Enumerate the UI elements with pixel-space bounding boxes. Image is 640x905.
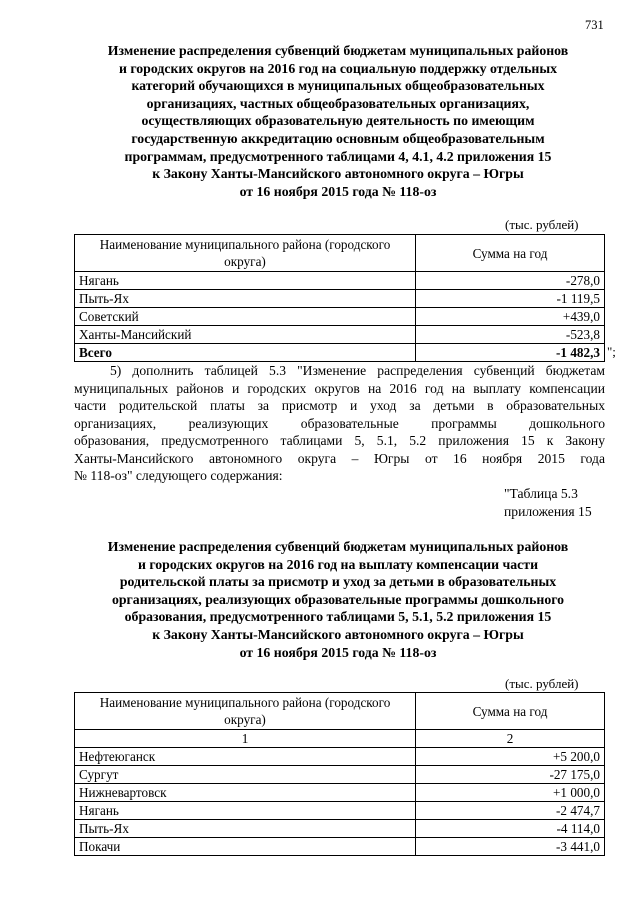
colnum-2: 2: [416, 730, 605, 748]
header-name: Наименование муниципального района (городского округа): [75, 693, 416, 730]
table-row: [75, 308, 605, 326]
heading-line: от 16 ноября 2015 года № 118-оз: [239, 644, 437, 660]
header-sum: Сумма на год: [416, 235, 605, 272]
unit-label: (тыс. рублей): [505, 217, 579, 232]
paragraph-line: муниципальных районов и городских округов на 2016 год на выплату компенсации: [74, 380, 605, 396]
row-value: +439,0: [416, 308, 605, 326]
row-name: Пыть-Ях: [75, 290, 416, 308]
heading-line: родительской платы за присмотр и уход за детьми в образовательных: [119, 574, 557, 590]
table-subventions-1: [74, 234, 605, 362]
row-value: -1 119,5: [416, 290, 605, 308]
table-header-row: [75, 235, 605, 272]
heading-line: категорий обучающихся в муниципальных общеобразовательных: [131, 78, 545, 94]
paragraph-line: образования, предусмотренного таблицами 5, 5.1, 5.2 приложения 15 к Закону: [74, 433, 605, 448]
table-row: [75, 784, 605, 802]
heading-line: организациях, частных общеобразовательных организациях,: [146, 95, 530, 111]
page-number: 731: [585, 18, 604, 32]
row-name: Нижневартовск: [75, 784, 416, 802]
heading-table-5-2: [70, 42, 606, 200]
paragraph-line: Ханты-Мансийского автономного округа – Югры от 16 ноября 2015 года: [74, 450, 605, 466]
row-value: -278,0: [416, 272, 605, 290]
row-name: Пыть-Ях: [75, 820, 416, 838]
colnum-1: 1: [75, 730, 416, 748]
row-name: Покачи: [75, 838, 416, 856]
row-name: Нягань: [75, 272, 416, 290]
row-name: Ханты-Мансийский: [75, 326, 416, 344]
heading-line: к Закону Ханты-Мансийского автономного округа – Югры: [152, 626, 524, 642]
paragraph-line: № 118-оз" следующего содержания:: [74, 468, 283, 483]
row-name: Нефтеюганск: [75, 748, 416, 766]
table-row: [75, 838, 605, 856]
row-value: +5 200,0: [416, 748, 605, 766]
amendment-paragraph: [74, 362, 605, 485]
paragraph-line: части родительской платы за присмотр и уход за детьми в образовательных: [74, 398, 605, 413]
heading-line: к Закону Ханты-Мансийского автономного округа – Югры: [152, 166, 524, 182]
table-row: [75, 748, 605, 766]
caption-line: "Таблица 5.3: [504, 486, 578, 501]
caption-line: приложения 15: [504, 503, 592, 519]
heading-line: и городских округов на 2016 год на выплату компенсации части: [137, 556, 539, 572]
table-colnum-row: [75, 730, 605, 748]
heading-line: Изменение распределения субвенций бюджетам муниципальных районов: [107, 539, 569, 554]
table-row: [75, 326, 605, 344]
row-name: Сургут: [75, 766, 416, 784]
table-row: [75, 820, 605, 838]
heading-line: осуществляющих образовательную деятельность по имеющим: [141, 113, 535, 129]
unit-label: (тыс. рублей): [505, 676, 579, 691]
heading-table-5-3: [70, 538, 606, 661]
heading-line: организациях, реализующих образовательные программы дошкольного: [111, 591, 565, 607]
table-row: [75, 272, 605, 290]
heading-line: образования, предусмотренного таблицами 5, 5.1, 5.2 приложения 15: [124, 609, 552, 625]
row-name: Советский: [75, 308, 416, 326]
row-value: -523,8: [416, 326, 605, 344]
header-sum: Сумма на год: [416, 693, 605, 730]
heading-line: от 16 ноября 2015 года № 118-оз: [239, 183, 437, 199]
row-name: Нягань: [75, 802, 416, 820]
table-caption: [504, 485, 592, 520]
table-total-row: [75, 344, 605, 362]
row-value: -2 474,7: [416, 802, 605, 820]
paragraph-line: организациях, реализующих образовательные программы дошкольного: [74, 415, 605, 431]
total-value: -1 482,3: [416, 344, 605, 362]
row-value: -3 441,0: [416, 838, 605, 856]
table-row: [75, 290, 605, 308]
row-value: -27 175,0: [416, 766, 605, 784]
table-row: [75, 802, 605, 820]
paragraph-line: 5) дополнить таблицей 5.3 "Изменение распределения субвенций бюджетам: [110, 363, 605, 378]
table-row: [75, 766, 605, 784]
heading-line: и городских округов на 2016 год на социальную поддержку отдельных: [118, 60, 558, 76]
header-name: Наименование муниципального района (городского округа): [75, 235, 416, 272]
heading-line: Изменение распределения субвенций бюджетам муниципальных районов: [107, 43, 569, 58]
total-name: Всего: [75, 344, 416, 362]
heading-line: государственную аккредитацию основным общеобразовательным: [131, 130, 545, 146]
table-header-row: [75, 693, 605, 730]
row-value: +1 000,0: [416, 784, 605, 802]
closing-quote: ";: [607, 344, 616, 359]
table-subventions-2: [74, 692, 605, 856]
row-value: -4 114,0: [416, 820, 605, 838]
heading-line: программам, предусмотренного таблицами 4, 4.1, 4.2 приложения 15: [124, 148, 552, 164]
